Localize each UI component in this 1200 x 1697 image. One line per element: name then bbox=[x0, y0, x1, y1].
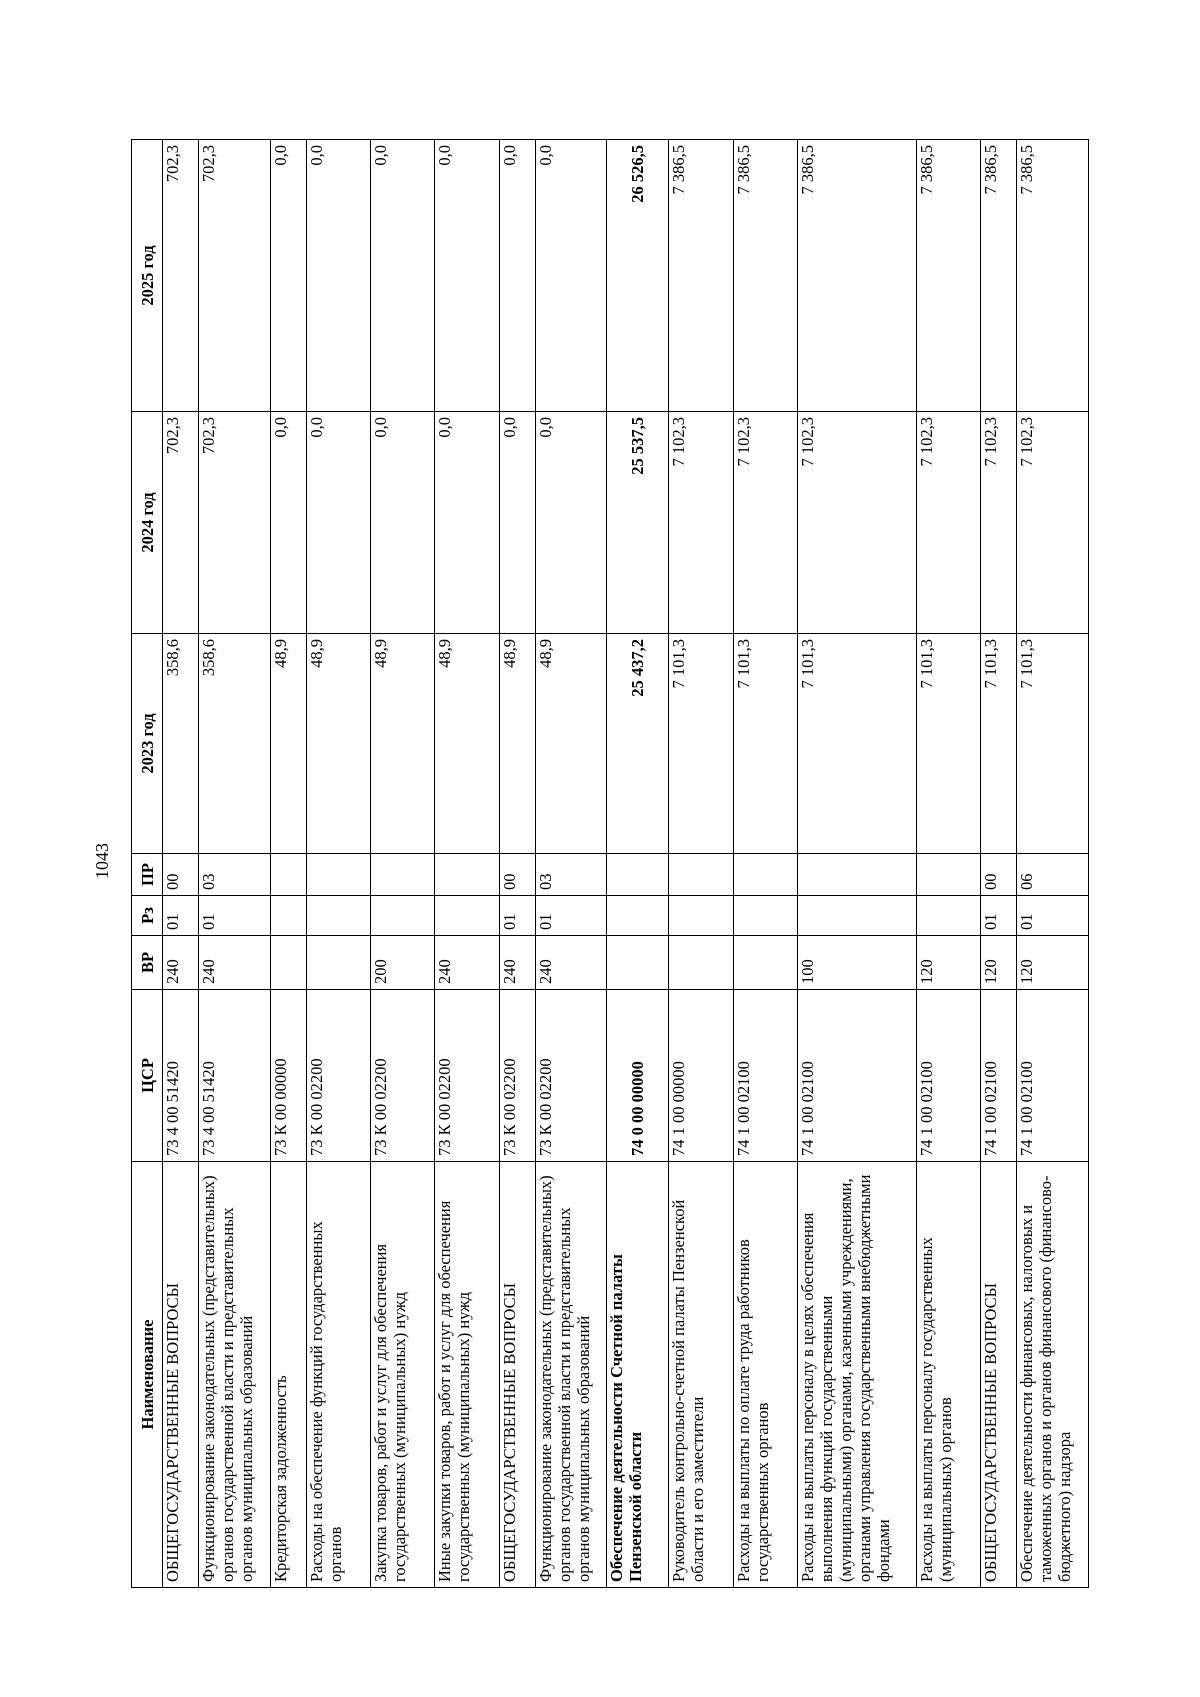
cell-name: Руководитель контрольно-счетной палаты Пензенской области и его заместители bbox=[669, 1162, 733, 1588]
cell-rz: 01 bbox=[535, 896, 607, 936]
cell-y2025: 0,0 bbox=[499, 140, 535, 412]
table-row bbox=[797, 140, 916, 1588]
cell-rz: 01 bbox=[981, 896, 1017, 936]
cell-rz bbox=[669, 896, 733, 936]
page-number: 1043 bbox=[92, 843, 112, 879]
cell-pr bbox=[733, 854, 797, 896]
header-csr: ЦСР bbox=[132, 990, 163, 1162]
cell-rz bbox=[370, 896, 434, 936]
cell-y2025: 0,0 bbox=[435, 140, 499, 412]
cell-vr: 200 bbox=[370, 936, 434, 990]
cell-y2024: 7 102,3 bbox=[1017, 412, 1089, 634]
cell-pr bbox=[669, 854, 733, 896]
cell-pr bbox=[306, 854, 370, 896]
cell-y2023: 7 101,3 bbox=[797, 634, 916, 854]
cell-pr bbox=[607, 854, 669, 896]
cell-y2025: 702,3 bbox=[198, 140, 270, 412]
cell-name: Расходы на выплаты по оплате труда работников государственных органов bbox=[733, 1162, 797, 1588]
cell-rz bbox=[733, 896, 797, 936]
cell-rz bbox=[797, 896, 916, 936]
cell-csr: 74 1 00 02100 bbox=[981, 990, 1017, 1162]
cell-y2024: 0,0 bbox=[499, 412, 535, 634]
table-row bbox=[270, 140, 306, 1588]
rotated-table-wrapper bbox=[131, 140, 1089, 1588]
cell-y2023: 7 101,3 bbox=[733, 634, 797, 854]
cell-rz bbox=[607, 896, 669, 936]
cell-name: ОБЩЕГОСУДАРСТВЕННЫЕ ВОПРОСЫ bbox=[163, 1162, 199, 1588]
cell-y2024: 0,0 bbox=[435, 412, 499, 634]
cell-vr bbox=[669, 936, 733, 990]
cell-csr: 73 4 00 51420 bbox=[163, 990, 199, 1162]
cell-rz: 01 bbox=[198, 896, 270, 936]
cell-y2025: 7 386,5 bbox=[1017, 140, 1089, 412]
cell-y2024: 0,0 bbox=[270, 412, 306, 634]
cell-y2025: 7 386,5 bbox=[916, 140, 980, 412]
cell-y2023: 7 101,3 bbox=[916, 634, 980, 854]
cell-name: Иные закупки товаров, работ и услуг для обеспечения государственных (муниципальных) нужд bbox=[435, 1162, 499, 1588]
cell-y2023: 48,9 bbox=[535, 634, 607, 854]
cell-csr: 73 К 00 02200 bbox=[435, 990, 499, 1162]
cell-rz: 01 bbox=[1017, 896, 1089, 936]
cell-y2025: 0,0 bbox=[306, 140, 370, 412]
cell-vr: 120 bbox=[981, 936, 1017, 990]
cell-vr: 240 bbox=[535, 936, 607, 990]
table-row bbox=[499, 140, 535, 1588]
cell-vr: 100 bbox=[797, 936, 916, 990]
header-rz: Рз bbox=[132, 896, 163, 936]
cell-csr: 73 4 00 51420 bbox=[198, 990, 270, 1162]
cell-name: Функционирование законодательных (представительных) органов государственной власти и представительных органов муниципальных образований bbox=[535, 1162, 607, 1588]
cell-pr: 00 bbox=[499, 854, 535, 896]
cell-pr: 03 bbox=[198, 854, 270, 896]
cell-csr: 74 1 00 02100 bbox=[916, 990, 980, 1162]
cell-vr: 120 bbox=[916, 936, 980, 990]
cell-name: Закупка товаров, работ и услуг для обеспечения государственных (муниципальных) нужд bbox=[370, 1162, 434, 1588]
cell-pr bbox=[270, 854, 306, 896]
cell-vr: 240 bbox=[163, 936, 199, 990]
cell-rz: 01 bbox=[163, 896, 199, 936]
cell-y2024: 7 102,3 bbox=[797, 412, 916, 634]
cell-rz bbox=[916, 896, 980, 936]
table-row bbox=[1017, 140, 1089, 1588]
cell-rz bbox=[270, 896, 306, 936]
table-row bbox=[435, 140, 499, 1588]
cell-y2025: 26 526,5 bbox=[607, 140, 669, 412]
cell-y2025: 0,0 bbox=[370, 140, 434, 412]
cell-y2024: 0,0 bbox=[306, 412, 370, 634]
cell-y2023: 7 101,3 bbox=[669, 634, 733, 854]
cell-y2024: 0,0 bbox=[370, 412, 434, 634]
cell-name: Расходы на выплаты персоналу государственных (муниципальных) органов bbox=[916, 1162, 980, 1588]
cell-name: Расходы на обеспечение функций государственных органов bbox=[306, 1162, 370, 1588]
table-header-row bbox=[132, 140, 163, 1588]
table-row bbox=[981, 140, 1017, 1588]
cell-y2023: 7 101,3 bbox=[1017, 634, 1089, 854]
cell-name: Кредиторская задолженность bbox=[270, 1162, 306, 1588]
cell-y2024: 7 102,3 bbox=[669, 412, 733, 634]
table-body bbox=[163, 140, 1089, 1588]
cell-y2024: 702,3 bbox=[163, 412, 199, 634]
cell-csr: 73 К 00 02200 bbox=[535, 990, 607, 1162]
table-row bbox=[535, 140, 607, 1588]
table-row bbox=[370, 140, 434, 1588]
header-pr: ПР bbox=[132, 854, 163, 896]
cell-csr: 73 К 00 02200 bbox=[306, 990, 370, 1162]
table-row bbox=[306, 140, 370, 1588]
cell-csr: 73 К 00 02200 bbox=[370, 990, 434, 1162]
cell-csr: 74 0 00 00000 bbox=[607, 990, 669, 1162]
header-vr: ВР bbox=[132, 936, 163, 990]
cell-y2023: 48,9 bbox=[499, 634, 535, 854]
table-row bbox=[607, 140, 669, 1588]
cell-pr: 00 bbox=[163, 854, 199, 896]
cell-csr: 74 1 00 02100 bbox=[1017, 990, 1089, 1162]
cell-y2023: 7 101,3 bbox=[981, 634, 1017, 854]
cell-y2025: 7 386,5 bbox=[797, 140, 916, 412]
cell-y2025: 7 386,5 bbox=[733, 140, 797, 412]
cell-vr: 240 bbox=[435, 936, 499, 990]
cell-name: Функционирование законодательных (представительных) органов государственной власти и представительных органов муниципальных образований bbox=[198, 1162, 270, 1588]
cell-y2023: 48,9 bbox=[270, 634, 306, 854]
cell-y2025: 0,0 bbox=[270, 140, 306, 412]
table-row bbox=[733, 140, 797, 1588]
cell-y2025: 7 386,5 bbox=[981, 140, 1017, 412]
table-row bbox=[669, 140, 733, 1588]
cell-vr bbox=[306, 936, 370, 990]
cell-y2024: 7 102,3 bbox=[981, 412, 1017, 634]
cell-vr: 120 bbox=[1017, 936, 1089, 990]
cell-name: Обеспечение деятельности финансовых, налоговых и таможенных органов и органов финансового (финансово-бюджетного) надзора bbox=[1017, 1162, 1089, 1588]
cell-pr bbox=[797, 854, 916, 896]
cell-name: Обеспечение деятельности Счетной палаты Пензенской области bbox=[607, 1162, 669, 1588]
cell-vr bbox=[607, 936, 669, 990]
table-row bbox=[198, 140, 270, 1588]
cell-vr bbox=[270, 936, 306, 990]
cell-rz bbox=[435, 896, 499, 936]
table-row bbox=[916, 140, 980, 1588]
cell-vr: 240 bbox=[198, 936, 270, 990]
cell-y2023: 48,9 bbox=[435, 634, 499, 854]
cell-y2023: 48,9 bbox=[306, 634, 370, 854]
cell-vr: 240 bbox=[499, 936, 535, 990]
cell-vr bbox=[733, 936, 797, 990]
budget-table bbox=[131, 139, 1089, 1588]
cell-y2023: 358,6 bbox=[163, 634, 199, 854]
cell-csr: 73 К 00 00000 bbox=[270, 990, 306, 1162]
cell-csr: 74 1 00 02100 bbox=[733, 990, 797, 1162]
cell-csr: 74 1 00 02100 bbox=[797, 990, 916, 1162]
cell-y2025: 0,0 bbox=[535, 140, 607, 412]
header-name: Наименование bbox=[132, 1162, 163, 1588]
cell-y2025: 7 386,5 bbox=[669, 140, 733, 412]
table-row bbox=[163, 140, 199, 1588]
cell-pr: 06 bbox=[1017, 854, 1089, 896]
cell-y2023: 25 437,2 bbox=[607, 634, 669, 854]
header-2024: 2024 год bbox=[132, 412, 163, 634]
cell-y2024: 0,0 bbox=[535, 412, 607, 634]
cell-pr: 03 bbox=[535, 854, 607, 896]
cell-y2023: 48,9 bbox=[370, 634, 434, 854]
cell-y2025: 702,3 bbox=[163, 140, 199, 412]
cell-rz: 01 bbox=[499, 896, 535, 936]
cell-y2024: 7 102,3 bbox=[916, 412, 980, 634]
cell-pr bbox=[435, 854, 499, 896]
header-2025: 2025 год bbox=[132, 140, 163, 412]
cell-name: Расходы на выплаты персоналу в целях обеспечения выполнения функций государственными (муниципальными) органами, казенными учреждениями, органами управления государственными внебюджетными фондами bbox=[797, 1162, 916, 1588]
cell-pr: 00 bbox=[981, 854, 1017, 896]
cell-csr: 73 К 00 02200 bbox=[499, 990, 535, 1162]
cell-pr bbox=[370, 854, 434, 896]
cell-csr: 74 1 00 00000 bbox=[669, 990, 733, 1162]
cell-y2024: 25 537,5 bbox=[607, 412, 669, 634]
cell-name: ОБЩЕГОСУДАРСТВЕННЫЕ ВОПРОСЫ bbox=[981, 1162, 1017, 1588]
cell-y2024: 7 102,3 bbox=[733, 412, 797, 634]
header-2023: 2023 год bbox=[132, 634, 163, 854]
cell-y2023: 358,6 bbox=[198, 634, 270, 854]
cell-rz bbox=[306, 896, 370, 936]
cell-y2024: 702,3 bbox=[198, 412, 270, 634]
cell-pr bbox=[916, 854, 980, 896]
cell-name: ОБЩЕГОСУДАРСТВЕННЫЕ ВОПРОСЫ bbox=[499, 1162, 535, 1588]
